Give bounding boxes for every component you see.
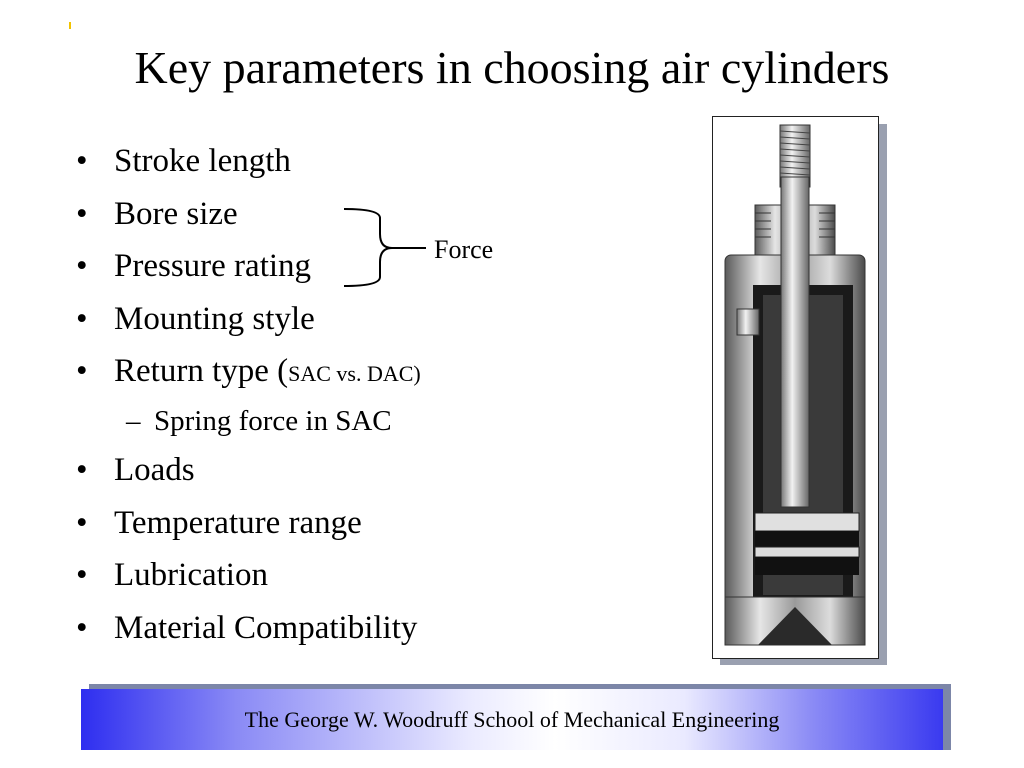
corner-mark bbox=[69, 22, 71, 29]
bullet-loads: • Loads bbox=[76, 447, 636, 500]
brace-icon bbox=[340, 204, 430, 294]
sub-bullet-spring-force: – Spring force in SAC bbox=[76, 401, 636, 447]
footer-bar bbox=[81, 689, 943, 750]
bullet-temperature-range: • Temperature range bbox=[76, 500, 636, 553]
force-label: Force bbox=[434, 235, 494, 264]
bullet-lubrication: • Lubrication bbox=[76, 552, 636, 605]
bullet-pressure-rating: • Pressure rating bbox=[76, 243, 636, 296]
bullet-bore-size: • Bore size bbox=[76, 191, 636, 244]
air-cylinder-photo bbox=[712, 116, 879, 659]
return-type-label: Return type ( bbox=[114, 353, 289, 390]
slide-title: Key parameters in choosing air cylinders bbox=[134, 42, 890, 93]
bullet-return-type bbox=[76, 348, 636, 401]
return-type-note: SAC vs. DAC) bbox=[288, 361, 421, 387]
bullet-stroke-length: • Stroke length bbox=[76, 138, 636, 191]
air-cylinder-cutaway-icon bbox=[713, 117, 878, 658]
bullet-mounting-style: • Mounting style bbox=[76, 296, 636, 349]
footer-text: The George W. Woodruff School of Mechanical Engineering bbox=[244, 706, 780, 732]
bullet-material-compatibility: • Material Compatibility bbox=[76, 605, 636, 658]
